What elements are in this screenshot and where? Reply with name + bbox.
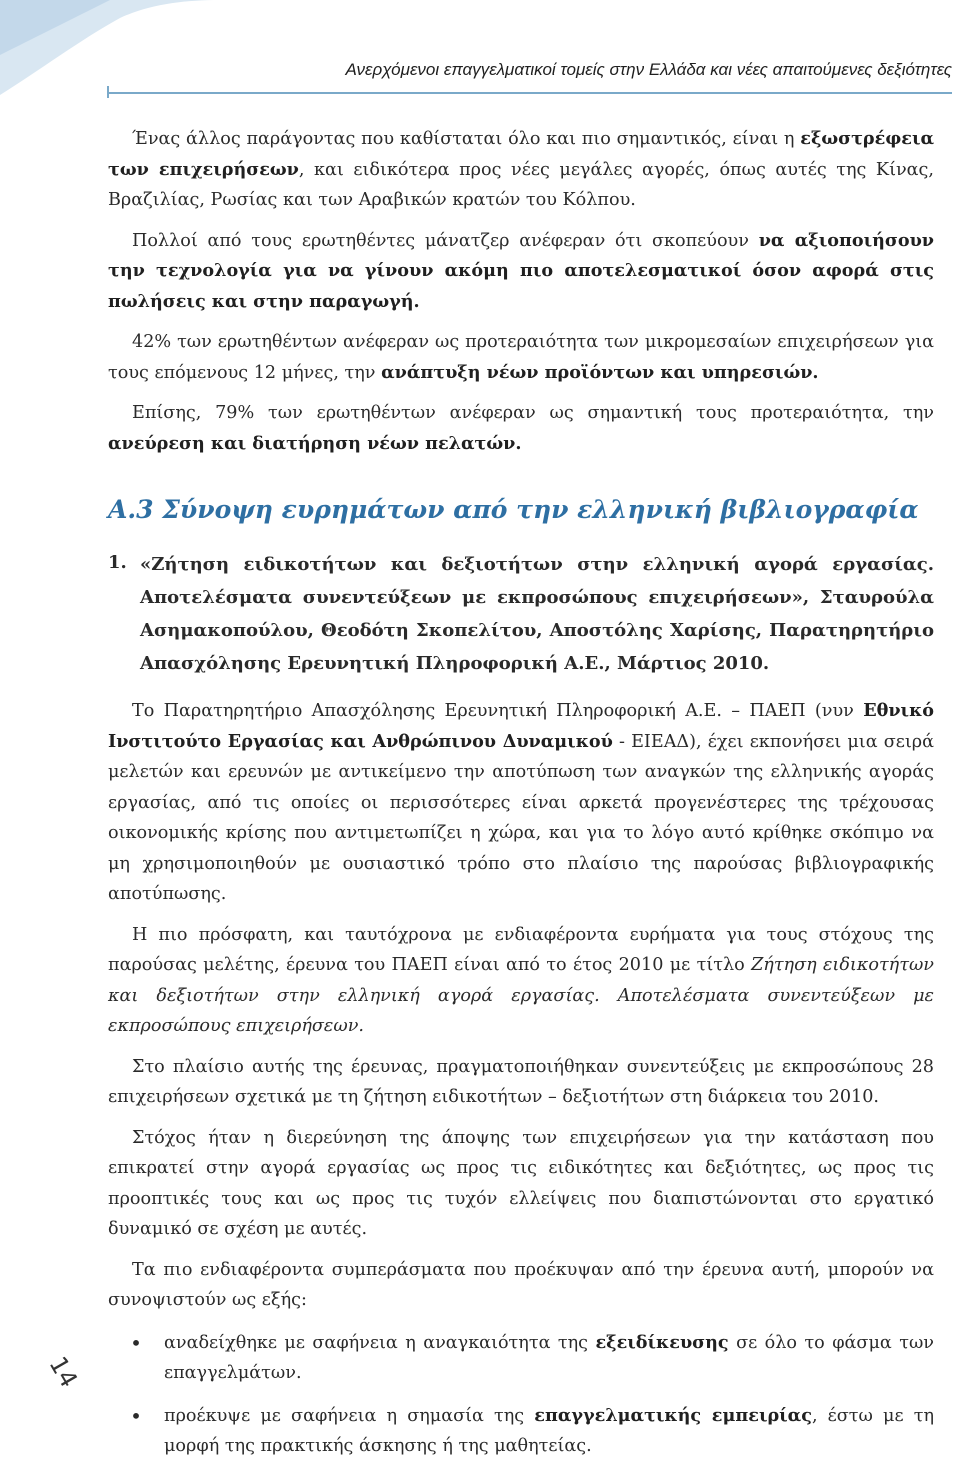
bullet-list <box>108 1328 934 1462</box>
paragraph: Πολλοί από τους ερωτηθέντες μάνατζερ ανέφεραν ότι σκοπεύουν να αξιοποιήσουν την τεχνολογία για να γίνουν ακόμη πιο αποτελεσματικοί όσον αφορά στις πωλήσεις και στην παραγωγή. <box>108 229 935 312</box>
page-body <box>108 124 934 1474</box>
paragraph: Στόχος ήταν η διερεύνηση της άποψης των επιχειρήσεων για την κατάσταση που επικρατεί στην αγορά εργασίας ως προς τις ειδικότητες και δεξιότητες, ως προς τις προοπτικές τους και ως προς τις τυχόν ελλείψεις που διαπιστώνονται στο εργατικό δυναμικό σε σχέση με αυτές. <box>108 1127 934 1239</box>
paragraph: Ένας άλλος παράγοντας που καθίσταται όλο και πιο σημαντικός, είναι η εξωστρέφεια των επιχειρήσεων, και ειδικότερα προς νέες μεγάλες αγορές, όπως αυτές της Κίνας, Βραζιλίας, Ρωσίας και των Αραβικών κρατών του Κόλπου. <box>108 128 934 210</box>
list-item <box>108 1328 934 1389</box>
list-item-text: προέκυψε με σαφήνεια η σημασία της επαγγελματικής εμπειρίας, έστω με τη μορφή της πρακτικής άσκησης ή της μαθητείας. <box>164 1404 934 1456</box>
section-heading: Α.3 Σύνοψη ευρημάτων από την ελληνική βιβλιογραφία <box>108 495 919 524</box>
paragraph: Στο πλαίσιο αυτής της έρευνας, πραγματοποιήθηκαν συνεντεύξεις με εκπροσώπους 28 επιχειρήσεων σχετικά με τη ζήτηση ειδικοτήτων – δεξιοτήτων στη διάρκεια του 2010. <box>108 1056 934 1107</box>
numbered-reference <box>108 548 934 680</box>
running-header-title: Ανερχόμενοι επαγγελματικοί τομείς στην Ελλάδα και νέες απαιτούμενες δεξιότητες <box>345 60 952 79</box>
page-number: 14 <box>43 1351 84 1393</box>
paragraph: Το Παρατηρητήριο Απασχόλησης Ερευνητική Πληροφορική Α.Ε. – ΠΑΕΠ (νυν Εθνικό Ινστιτούτο Εργασίας και Ανθρώπινου Δυναμικού - ΕΙΕΑΔ), έχει εκπονήσει μια σειρά μελετών και ερευνών με αντικείμενο την αποτύπωση των αναγκών της ελληνικής αγοράς εργασίας, από τις οποίες οι περισσότερες είναι αρκετά προγενέστερες της τρέχουσας οικονομικής κρίσης που αντιμετωπίζει η χώρα, και για το λόγο αυτό κρίθηκε σκόπιμο να μη χρησιμοποιηθούν με ουσιαστικό τρόπο στο πλαίσιο της παρούσας βιβλιογραφικής αποτύπωσης. <box>108 700 934 904</box>
running-header <box>107 58 952 94</box>
header-rule-tick <box>107 86 109 98</box>
list-item-text: αναδείχθηκε με σαφήνεια η αναγκαιότητα της εξειδίκευσης σε όλο το φάσμα των επαγγελμάτων. <box>164 1331 934 1383</box>
paragraph: Επίσης, 79% των ερωτηθέντων ανέφεραν ως σημαντική τους προτεραιότητα, την ανεύρεση και διατήρηση νέων πελατών. <box>108 403 934 454</box>
paragraph: Τα πιο ενδιαφέροντα συμπεράσματα που προέκυψαν από την έρευνα αυτή, μπορούν να συνοψιστούν ως εξής: <box>108 1259 934 1310</box>
reference-text: «Ζήτηση ειδικοτήτων και δεξιοτήτων στην ελληνική αγορά εργασίας. Αποτελέσματα συνεντεύξεων με εκπροσώπους επιχειρήσεων», Σταυρούλα Ασημακοπούλου, Θεοδότη Σκοπελίτου, Αποστόλης Χαρίσης, Παρατηρητήριο Απασχόλησης Ερευνητική Πληροφορική Α.Ε., Μάρτιος 2010. <box>140 554 934 674</box>
bullet-icon: • <box>130 1403 142 1428</box>
paragraph: 42% των ερωτηθέντων ανέφεραν ως προτεραιότητα των μικρομεσαίων επιχειρήσεων για τους επόμενους 12 μήνες, την ανάπτυξη νέων προϊόντων και υπηρεσιών. <box>108 332 934 383</box>
list-item <box>108 1401 934 1462</box>
bullet-icon: • <box>130 1330 142 1355</box>
paragraph: Η πιο πρόσφατη, και ταυτόχρονα με ενδιαφέροντα ευρήματα για τους στόχους της παρούσας μελέτης, έρευνα του ΠΑΕΠ είναι από το έτος 2010 με τίτλο Ζήτηση ειδικοτήτων και δεξιοτήτων στην ελληνική αγορά εργασίας. Αποτελέσματα συνεντεύξεων με εκπροσώπους επιχειρήσεων. <box>108 924 934 1036</box>
reference-number: 1. <box>108 552 127 573</box>
